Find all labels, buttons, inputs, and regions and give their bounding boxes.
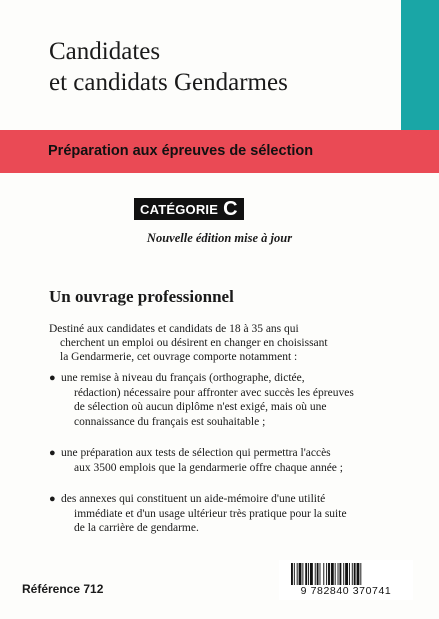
feature-line: une préparation aux tests de sélection qui permettra l'accès [61, 447, 331, 459]
barcode [279, 560, 413, 600]
barcode-bar [352, 563, 353, 585]
barcode-bar [317, 563, 319, 585]
intro-paragraph [49, 322, 328, 364]
feature-line: rédaction) nécessaire pour affronter avec succès les épreuves [74, 386, 354, 399]
barcode-bar [326, 563, 327, 585]
isbn-number: 9 782840 370741 [300, 585, 392, 597]
barcode-bar [354, 563, 356, 585]
barcode-bar [345, 563, 348, 585]
barcode-bar [331, 563, 334, 585]
barcode-bars-icon [291, 563, 403, 585]
reference-number: Référence 712 [22, 582, 104, 596]
barcode-bar [360, 563, 361, 585]
feature-line: des annexes qui constituent un aide-mémoire d'une utilité [61, 493, 326, 505]
intro-line: la Gendarmerie, cet ouvrage comporte notamment : [60, 351, 298, 363]
barcode-bar [294, 563, 295, 585]
barcode-bar [315, 563, 316, 585]
barcode-bar [308, 563, 309, 585]
edition-note: Nouvelle édition mise à jour [146, 231, 293, 245]
red-banner [0, 130, 439, 173]
section-title: Un ouvrage professionnel [49, 287, 234, 306]
feature-line: connaissance du français est souhaitable ; [74, 415, 266, 428]
barcode-bar [302, 563, 303, 585]
barcode-bar [335, 563, 336, 585]
teal-accent-strip [401, 0, 439, 130]
book-title-line-2: et candidats Gendarmes [49, 69, 288, 96]
barcode-bar [357, 563, 360, 585]
barcode-bar [323, 563, 324, 585]
barcode-bar [349, 563, 350, 585]
intro-line: Destiné aux candidates et candidats de 18 à 35 ans qui [49, 323, 299, 335]
feature-item [49, 492, 354, 536]
barcode-bar [299, 563, 302, 585]
feature-line: de sélection où aucun diplôme n'est exigé, mais où une [74, 401, 327, 413]
feature-line: immédiate et d'un usage ultérieur très pratique pour la suite [74, 507, 347, 520]
book-title [49, 36, 288, 98]
category-letter: C [223, 198, 238, 220]
feature-line: aux 3500 emplois que la gendarmerie offre chaque année ; [74, 461, 343, 474]
barcode-bar [291, 563, 293, 585]
barcode-bar [338, 563, 339, 585]
book-title-line-1: Candidates [49, 38, 161, 65]
feature-item [49, 371, 354, 429]
barcode-bar [328, 563, 330, 585]
intro-line: cherchent un emploi ou désirent en changer en choisissant [60, 337, 328, 349]
feature-item [49, 446, 354, 475]
barcode-bar [305, 563, 307, 585]
banner-text: Préparation aux épreuves de sélection [48, 143, 314, 159]
barcode-bar [339, 563, 341, 585]
bullet-dot-icon: ● [49, 447, 56, 459]
category-label: CATÉGORIE [140, 201, 219, 217]
barcode-bar [310, 563, 313, 585]
feature-list [49, 371, 354, 553]
feature-line: de la carrière de gendarme. [74, 522, 199, 534]
barcode-bar [320, 563, 321, 585]
bullet-dot-icon: ● [49, 372, 56, 384]
bullet-dot-icon: ● [49, 493, 56, 505]
feature-line: une remise à niveau du français (orthographe, dictée, [61, 372, 305, 384]
category-badge [134, 198, 244, 220]
barcode-bar [297, 563, 298, 585]
barcode-bar [343, 563, 344, 585]
